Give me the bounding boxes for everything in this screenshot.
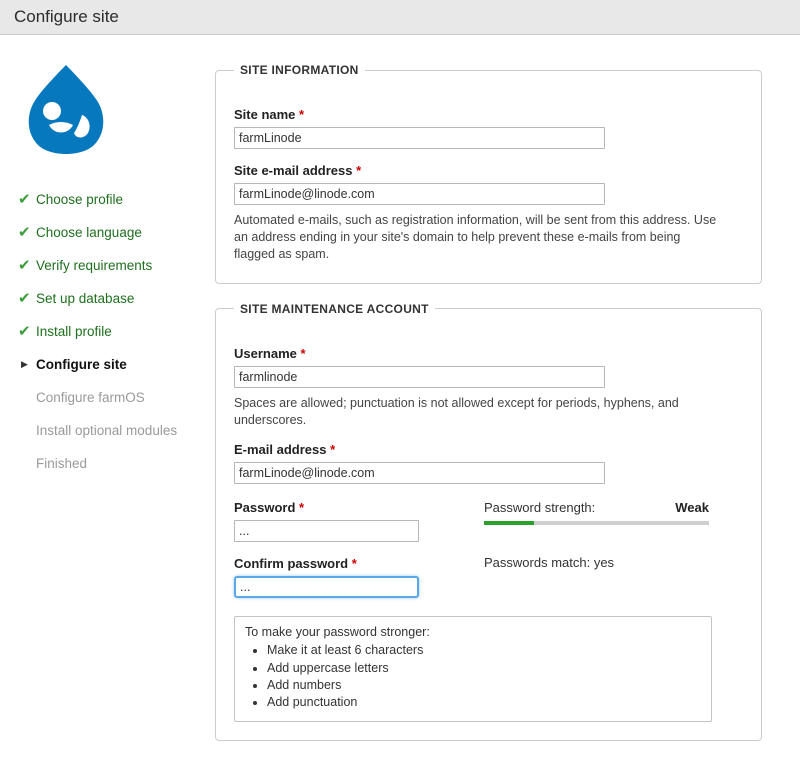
- confirm-password-label: [234, 556, 484, 571]
- password-strength-meter: [484, 521, 709, 525]
- required-marker: *: [356, 163, 362, 178]
- account-email-field: [234, 442, 743, 484]
- task-label: Choose language: [36, 225, 142, 240]
- password-strength-value: Weak: [675, 500, 709, 516]
- task-set-up-database: [14, 282, 215, 315]
- password-fields: [234, 486, 484, 600]
- username-label-text: Username: [234, 345, 297, 361]
- check-icon: ✔: [18, 257, 31, 274]
- task-install-optional-modules: [14, 414, 215, 447]
- required-marker: *: [299, 107, 305, 122]
- site-email-field: [234, 163, 743, 263]
- task-verify-requirements: [14, 249, 215, 282]
- required-marker: *: [300, 345, 306, 361]
- list-item: • Add uppercase letters: [267, 660, 701, 677]
- password-feedback: [484, 486, 743, 570]
- confirm-password-input[interactable]: [234, 576, 419, 598]
- password-tips-box: [234, 616, 712, 722]
- task-configure-site: [14, 348, 215, 381]
- page-title: Configure site: [14, 7, 119, 26]
- check-icon: ✔: [18, 323, 31, 340]
- account-email-input[interactable]: [234, 462, 605, 484]
- install-task-list: [14, 183, 215, 480]
- main-content: [215, 63, 800, 759]
- site-email-label-text: Site e-mail address: [234, 163, 353, 178]
- password-input[interactable]: [234, 520, 419, 542]
- task-install-profile: [14, 315, 215, 348]
- task-label: Finished: [36, 456, 88, 471]
- triangle-right-icon: ▶: [21, 359, 28, 369]
- task-configure-farmos: [14, 381, 215, 414]
- page-body: [0, 35, 800, 759]
- account-email-label-text: E-mail address: [234, 442, 327, 458]
- page-header: [0, 0, 800, 35]
- password-tips-list: [245, 642, 701, 711]
- password-label-text: Password: [234, 500, 296, 516]
- site-maintenance-legend: SITE MAINTENANCE ACCOUNT: [240, 301, 429, 316]
- task-label: Configure farmOS: [36, 390, 145, 405]
- password-strength-meter-fill: [484, 521, 534, 525]
- check-icon: ✔: [18, 290, 31, 307]
- required-marker: *: [299, 500, 305, 516]
- site-name-input[interactable]: [234, 127, 605, 149]
- password-strength-label: Password strength:: [484, 500, 596, 516]
- required-marker: *: [330, 442, 336, 458]
- task-choose-profile: [14, 183, 215, 216]
- site-information-legend: SITE INFORMATION: [240, 63, 359, 77]
- site-email-description: Automated e-mails, such as registration information, will be sent from this address. Use an address ending in your site's domain to help prevent these e-mails from being flagged as spam.: [234, 213, 717, 261]
- username-label: [234, 346, 743, 361]
- drupal-droplet-logo: [22, 63, 110, 161]
- task-label: Install optional modules: [36, 423, 178, 438]
- password-tips-title: To make your password stronger:: [245, 625, 430, 640]
- username-input[interactable]: [234, 366, 605, 388]
- task-label: Choose profile: [36, 192, 124, 207]
- required-marker: *: [351, 556, 357, 572]
- check-icon: ✔: [18, 191, 31, 208]
- confirm-password-field: [234, 556, 484, 598]
- task-choose-language: [14, 216, 215, 249]
- task-label: Install profile: [36, 324, 112, 339]
- check-icon: ✔: [18, 224, 31, 241]
- site-information-panel: [215, 63, 762, 284]
- site-name-label-text: Site name: [234, 107, 296, 122]
- sidebar: [0, 63, 215, 759]
- site-email-label: [234, 163, 743, 178]
- task-label: Configure site: [36, 357, 127, 372]
- site-maintenance-account-panel: [215, 302, 762, 742]
- list-item: • Make it at least 6 characters: [267, 642, 701, 659]
- list-item: • Add punctuation: [267, 694, 701, 711]
- list-item: • Add numbers: [267, 677, 701, 694]
- password-row: [234, 486, 743, 600]
- task-label: Verify requirements: [36, 258, 153, 273]
- task-finished: [14, 447, 215, 480]
- site-email-input[interactable]: [234, 183, 605, 205]
- account-email-label: [234, 442, 743, 457]
- site-name-label: [234, 107, 743, 122]
- password-label: [234, 500, 484, 515]
- site-name-field: [234, 107, 743, 149]
- password-strength-line: [484, 500, 709, 515]
- confirm-password-label-text: Confirm password: [234, 556, 349, 572]
- password-field: [234, 500, 484, 542]
- username-description: Spaces are allowed; punctuation is not allowed except for periods, hyphens, and underscores.: [234, 395, 679, 427]
- passwords-match-text: Passwords match: yes: [484, 555, 615, 571]
- username-field: [234, 346, 743, 429]
- task-label: Set up database: [36, 291, 135, 306]
